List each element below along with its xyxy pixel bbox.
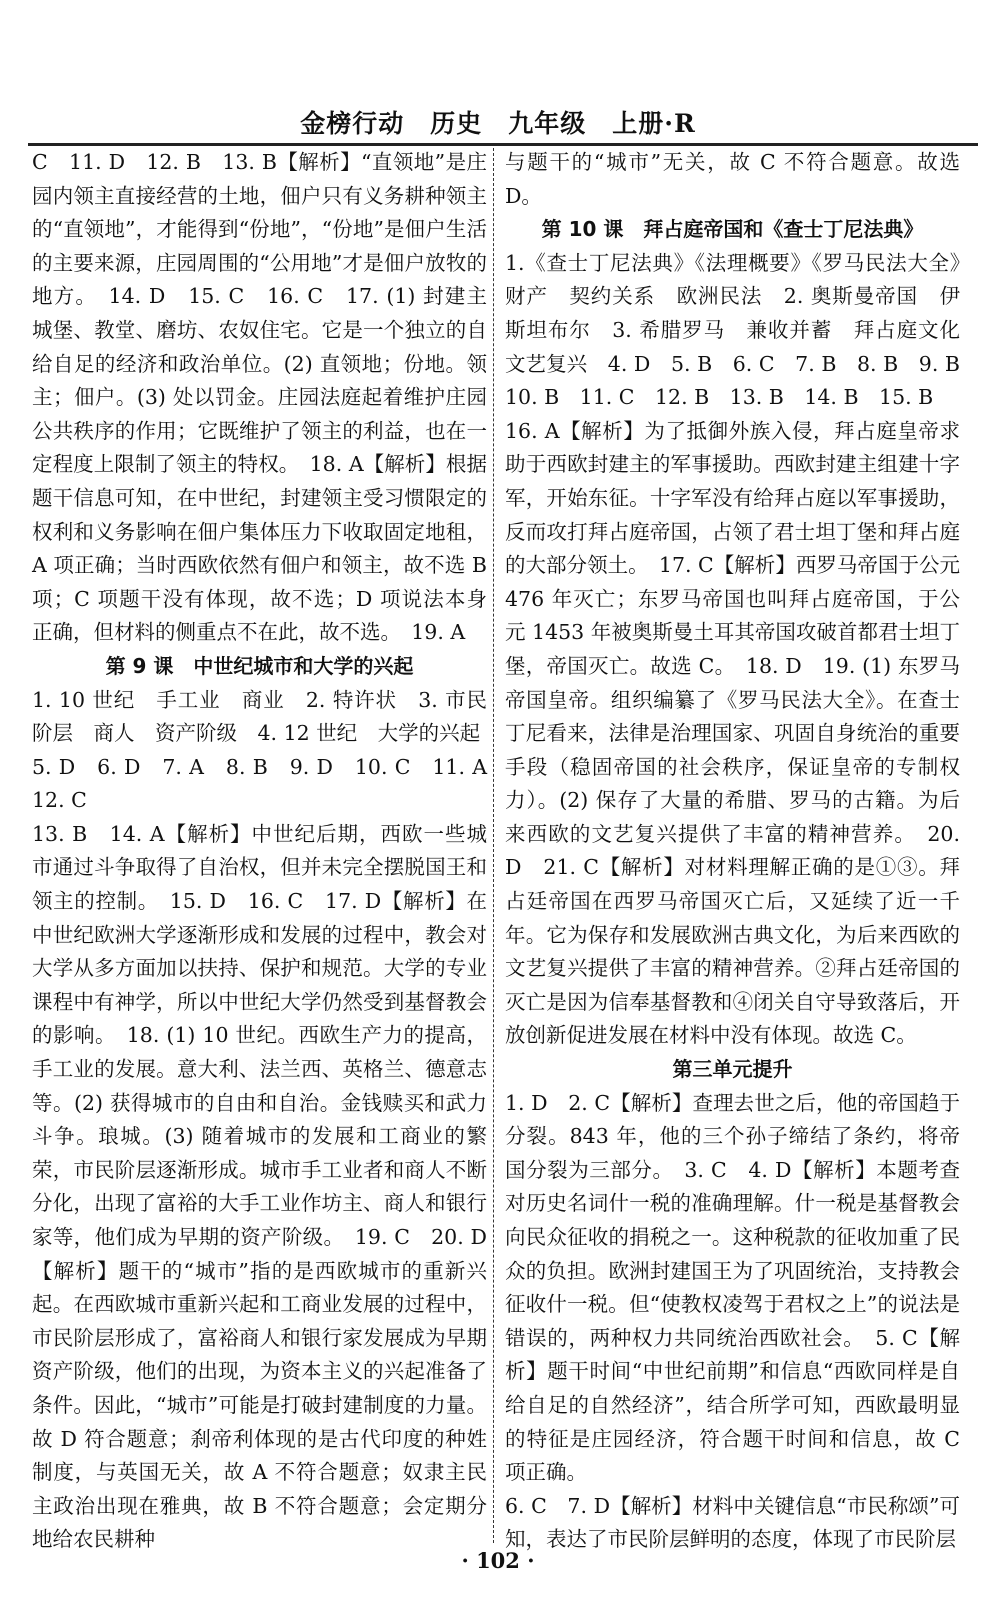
- column-divider: [493, 148, 494, 1543]
- lesson-10-title: 第 10 课 拜占庭帝国和《查士丁尼法典》: [541, 217, 924, 242]
- right-column: [505, 146, 981, 1557]
- answer-block: 13. B 14. A【解析】中世纪后期，西欧一些城市通过斗争取得了自治权，但并未完全摆脱国王和领主的控制。 15. D 16. C 17. D【解析】在中世纪欧洲大学逐渐形成和发展的过程中，教会对大学从多方面加以扶持、保护和规范。大学的专业课程中有神学，所以中世纪大学仍然受到基督教会的影响。 18. (1) 10 世纪。西欧生产力的提高，手工业的发展。意大利、法兰西、英格兰、德意志等。(2) 获得城市的自由和自治。金钱赎买和武力斗争。琅城。(3) 随着城市的发展和工商业的繁荣，市民阶层逐渐形成。城市手工业者和商人不断分化，出现了富裕的大手工业作坊主、商人和银行家等，他们成为早期的资产阶级。 19. C 20. D【解析】题干的“城市”指的是西欧城市的重新兴起。在西欧城市重新兴起和工商业发展的过程中，市民阶层形成了，富裕商人和银行家发展成为早期资产阶级，他们的出现，为资本主义的兴起准备了条件。因此，“城市”可能是打破封建制度的力量。故 D 符合题意；刹帝利体现的是古代印度的种姓制度，与英国无关，故 A 不符合题意；奴隶主民主政治出现在雅典，故 B 不符合题意；会定期分地给农民耕种: [32, 821, 487, 1552]
- answer-block: 与题干的“城市”无关，故 C 不符合题意。故选 D。: [505, 150, 960, 208]
- left-column: [32, 146, 508, 1557]
- answer-block: 1.《查士丁尼法典》《法理概要》《罗马民法大全》 财产 契约关系 欧洲民法 2. 奥斯曼帝国 伊斯坦布尔 3. 希腊罗马 兼收并蓄 拜占庭文化 文艺复兴 4. D 5. B 6. C 7. B 8. B 9. B 10. B 11. C 12. B 13. B 14. B 15. B: [505, 250, 981, 410]
- answer-block: C 11. D 12. B 13. B【解析】“直领地”是庄园内领主直接经营的土地，佃户只有义务耕种领主的“直领地”，才能得到“份地”，“份地”是佃户生活的主要来源，庄园周围的“公用地”才是佃户放牧的地方。 14. D 15. C 16. C 17. (1) 封建主城堡、教堂、磨坊、农奴住宅。它是一个独立的自给自足的经济和政治单位。(2) 直领地；份地。领主；佃户。(3) 处以罚金。庄园法庭起着维护庄园公共秩序的作用；它既维护了领主的利益，也在一定程度上限制了领主的特权。 18. A【解析】根据题干信息可知，在中世纪，封建领主受习惯限定的权利和义务影响在佃户集体压力下收取固定地租，A 项正确；当时西欧依然有佃户和领主，故不选 B 项；C 项题干没有体现，故不选；D 项说法本身正确，但材料的侧重点不在此，故不选。 19. A: [32, 150, 487, 645]
- unit-3-title: 第三单元提升: [672, 1057, 793, 1082]
- page-header: 金榜行动 历史 九年级 上册·R: [300, 109, 696, 138]
- page-number: · 102 ·: [461, 1548, 535, 1573]
- answer-block: 1. 10 世纪 手工业 商业 2. 特许状 3. 市民阶层 商人 资产阶级 4. 12 世纪 大学的兴起: [32, 687, 487, 746]
- answer-block: 6. C 7. D【解析】材料中关键信息“市民称颂”可知，表达了市民阶层鲜明的态度，体现了市民阶层: [505, 1493, 960, 1552]
- answer-block: 5. D 6. D 7. A 8. B 9. D 10. C 11. A 12. C: [32, 754, 508, 813]
- answer-block: 16. A【解析】为了抵御外族入侵，拜占庭皇帝求助于西欧封建主的军事援助。西欧封建主组建十字军，开始东征。十字军没有给拜占庭以军事援助，反而攻打拜占庭帝国，占领了君士坦丁堡和拜占庭的大部分领土。 17. C【解析】西罗马帝国于公元 476 年灭亡；东罗马帝国也叫拜占庭帝国，于公元 1453 年被奥斯曼土耳其帝国攻破首都君士坦丁堡，帝国灭亡。故选 C。 18. D 19. (1) 东罗马帝国皇帝。组织编纂了《罗马民法大全》。在查士丁尼看来，法律是治理国家、巩固自身统治的重要手段（稳固帝国的社会秩序，保证皇帝的专制权力）。(2) 保存了大量的希腊、罗马的古籍。为后来西欧的文艺复兴提供了丰富的精神营养。 20. D 21. C【解析】对材料理解正确的是①③。拜占廷帝国在西罗马帝国灭亡后，又延续了近一千年。它为保存和发展欧洲古典文化，为后来西欧的文艺复兴提供了丰富的精神营养。②拜占廷帝国的灭亡是因为信奉基督教和④闭关自守导致落后，开放创新促进发展在材料中没有体现。故选 C。: [505, 418, 960, 1048]
- answer-block: 1. D 2. C【解析】查理去世之后，他的帝国趋于分裂。843 年，他的三个孙子缔结了条约，将帝国分裂为三部分。 3. C 4. D【解析】本题考查对历史名词什一税的准确理解。什一税是基督教会向民众征收的捐税之一。这种税款的征收加重了民众的负担。欧洲封建国王为了巩固统治，支持教会征收什一税。但“使教权凌驾于君权之上”的说法是错误的，两种权力共同统治西欧社会。 5. C【解析】题干时间“中世纪前期”和信息“西欧同样是自给自足的自然经济”，结合所学可知，西欧最明显的特征是庄园经济，符合题干时间和信息，故 C 项正确。: [505, 1090, 960, 1485]
- lesson-9-title: 第 9 课 中世纪城市和大学的兴起: [105, 653, 414, 678]
